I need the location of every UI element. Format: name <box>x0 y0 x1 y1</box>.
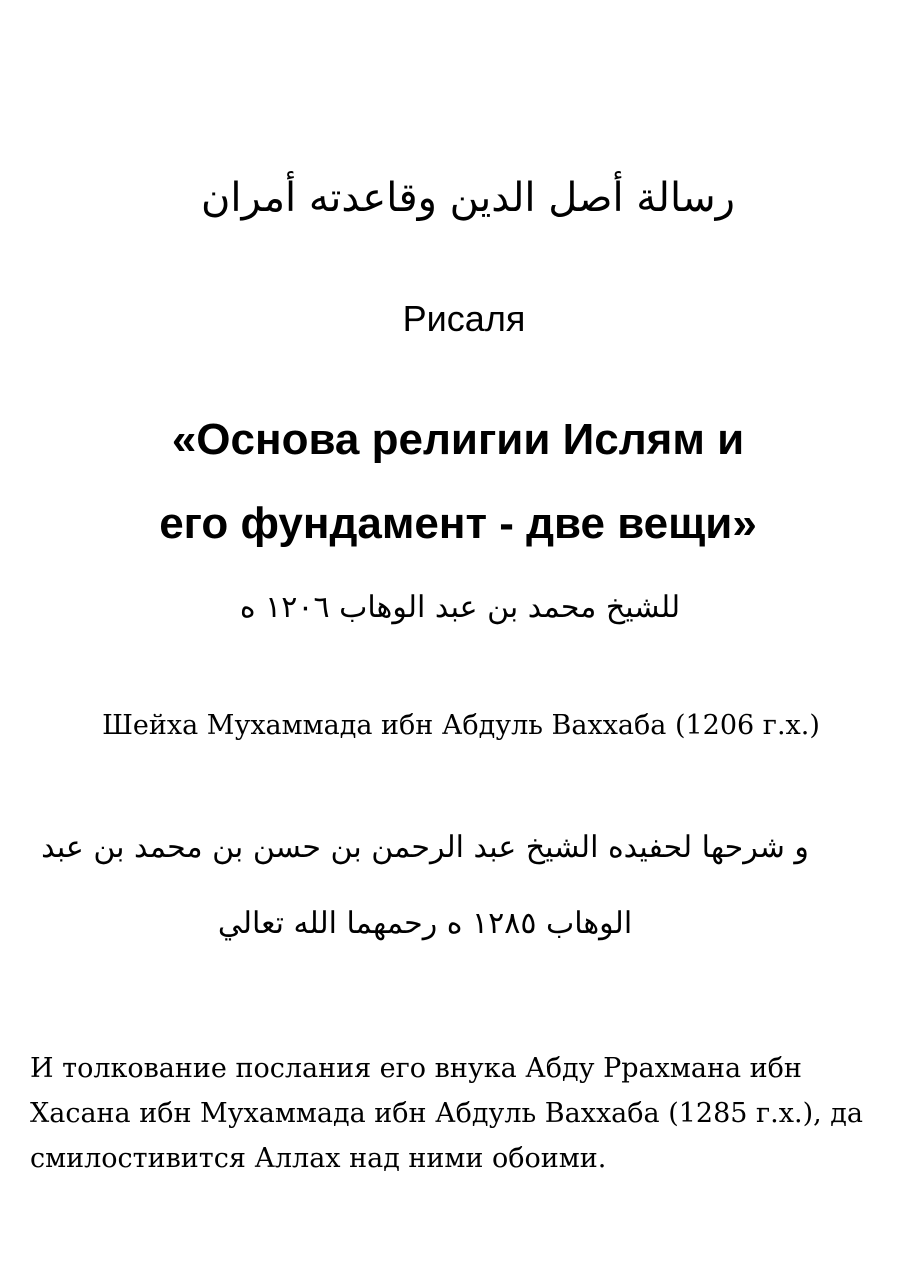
arabic-author-line: للشيخ محمد بن عبد الوهاب ١٢٠٦ ه <box>239 590 681 625</box>
main-title-line-2: его фундамент - две вещи» <box>159 499 757 548</box>
risala-label: Рисаля <box>402 298 526 339</box>
main-title <box>0 398 916 566</box>
arabic-commentary: و شرحها لحفيده الشيخ عبد الرحمن بن حسن بن محمد بن عبد الوهاب ١٢٨٥ ه رحمهما الله تعالي <box>41 830 809 941</box>
arabic-title: رسالة أصل الدين وقاعدته أمران <box>201 175 735 221</box>
main-title-line-1: «Основа религии Ислям и <box>171 415 745 464</box>
russian-commentary: И толкование послания его внука Абду Ррахмана ибн Хасана ибн Мухаммада ибн Абдуль Ваххаба (1285 г.х.), да смилостивится Аллах над ними обоими. <box>30 1053 863 1174</box>
russian-author-line: Шейха Мухаммада ибн Абдуль Ваххаба (1206 г.х.) <box>102 710 820 741</box>
